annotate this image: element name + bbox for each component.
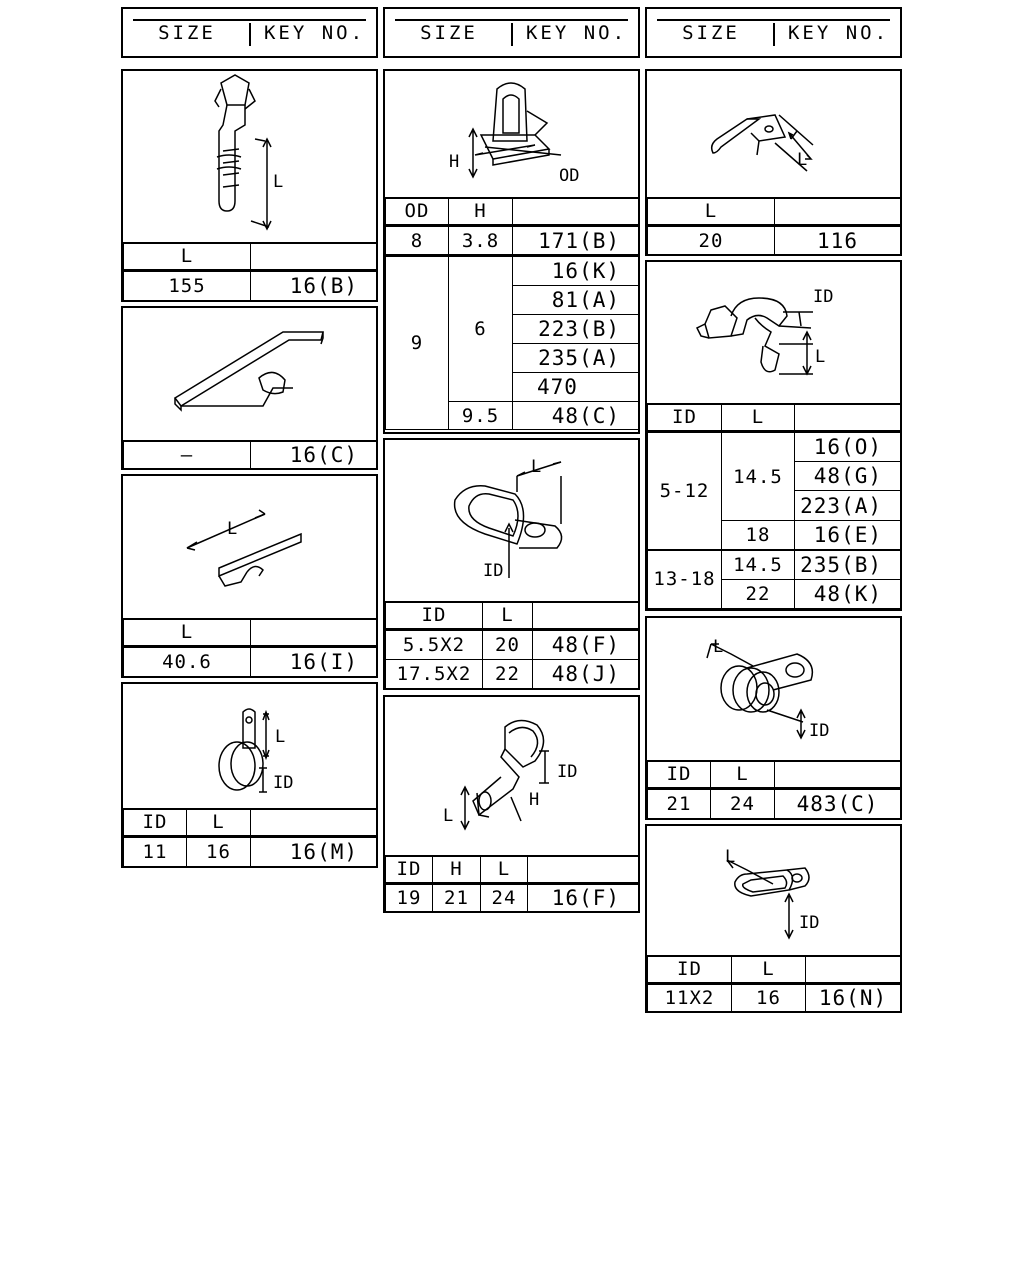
col-header-id: ID [386, 856, 433, 884]
dim-label-l: L [713, 637, 724, 657]
part-bent-tab-clip [645, 69, 902, 256]
dim-label-l: L [443, 806, 454, 826]
cell-l: 14.5 [722, 432, 795, 521]
ring-clamp-drawing [123, 684, 376, 808]
col-header-od: OD [386, 198, 449, 226]
part-illustration [647, 826, 900, 957]
size-table [123, 242, 377, 301]
cell-id: 11 [124, 837, 187, 867]
dim-label-id: ID [799, 913, 820, 933]
double-p-clamp-drawing [647, 826, 900, 955]
cell-l: 155 [124, 271, 251, 301]
part-illustration [647, 618, 900, 762]
size-table [385, 855, 639, 912]
part-push-rivet-clip [121, 69, 378, 302]
cell-key: 223(B) [513, 315, 639, 344]
cell-key: 16(N) [806, 984, 901, 1012]
dim-label-l: L [815, 347, 826, 367]
cell-l: 16 [187, 837, 251, 867]
col-header-id: ID [648, 404, 722, 432]
cell-key: 16(I) [251, 647, 377, 677]
part-illustration [385, 71, 638, 199]
cell-key: 16(F) [528, 884, 639, 912]
col-header-l: L [711, 761, 775, 789]
size-table [123, 808, 377, 867]
size-header: SIZE [158, 21, 216, 44]
size-table [647, 403, 901, 609]
push-rivet-drawing [123, 71, 376, 242]
part-illustration [123, 684, 376, 810]
part-edge-clip [121, 474, 378, 678]
cushioned-p-clamp-drawing [647, 618, 900, 760]
cell-od-9: 9 [386, 256, 449, 430]
size-table [123, 618, 377, 677]
col-header-id: ID [648, 956, 732, 984]
cell-id: 11X2 [648, 984, 732, 1012]
dim-label-l: L [797, 150, 808, 170]
dim-label-l: L [275, 727, 286, 747]
cell-key: 16(E) [795, 521, 901, 550]
col-header-l: L [648, 198, 775, 226]
col-header-l: L [732, 956, 806, 984]
cell-l: 14.5 [722, 550, 795, 580]
col-header-key [806, 956, 901, 984]
cell-key: 48(J) [533, 660, 639, 689]
cell-key: 16(K) [513, 256, 639, 286]
col-header-key [251, 243, 377, 271]
size-table [123, 440, 377, 469]
col-header-l: L [124, 619, 251, 647]
size-table [647, 197, 901, 255]
col-header-h: H [433, 856, 481, 884]
col-header-id: ID [648, 761, 711, 789]
col-header-l: L [124, 243, 251, 271]
size-table [385, 601, 639, 689]
cell-key: 16(C) [251, 441, 377, 469]
key-no-header: KEY NO. [263, 21, 366, 44]
part-ring-clamp [121, 682, 378, 868]
cell-key: 223(A) [795, 491, 901, 521]
col-header-key [513, 198, 639, 226]
part-cushioned-p-clamp [645, 616, 902, 820]
dim-label-od: OD [559, 166, 580, 186]
col-header-l: L [722, 404, 795, 432]
dim-label-l: L [531, 457, 542, 477]
dim-label-h: H [529, 790, 540, 810]
dim-label-h: H [449, 152, 460, 172]
flat-clip-drawing [123, 308, 376, 440]
size-table [385, 197, 639, 430]
col-header-id: ID [386, 602, 483, 630]
part-illustration [123, 71, 376, 244]
cell-key: 48(F) [533, 630, 639, 660]
dim-label-id: ID [809, 721, 830, 741]
part-oval-p-clamp [383, 438, 640, 690]
part-offset-p-clamp [383, 695, 640, 913]
part-illustration [647, 262, 900, 405]
cell-l: 22 [483, 660, 533, 689]
col-header-key [795, 404, 901, 432]
col-header-key [528, 856, 639, 884]
cell-id: 17.5X2 [386, 660, 483, 689]
cell-id: 5.5X2 [386, 630, 483, 660]
offset-p-clamp-drawing [385, 697, 638, 855]
cell-size: — [124, 441, 251, 469]
cell-key: 16(B) [251, 271, 377, 301]
cell-l: 22 [722, 580, 795, 609]
part-illustration [123, 308, 376, 442]
cell-key: 470 [513, 373, 639, 402]
col-header-id: ID [124, 809, 187, 837]
cell-key: 116 [775, 226, 901, 255]
oval-p-clamp-drawing [385, 440, 638, 601]
cell-key: 235(B) [795, 550, 901, 580]
cell-l: 18 [722, 521, 795, 550]
size-header: SIZE [420, 21, 478, 44]
cell-h: 21 [433, 884, 481, 912]
key-no-header: KEY NO. [525, 21, 628, 44]
col-header-key [775, 761, 901, 789]
cell-key: 16(O) [795, 432, 901, 462]
cell-l: 24 [481, 884, 528, 912]
dim-label-id: ID [483, 561, 504, 581]
part-flat-clip [121, 306, 378, 470]
col-header-key [533, 602, 639, 630]
part-push-in-hose-clamp [645, 260, 902, 611]
cell-l: 24 [711, 789, 775, 819]
cell-id: 19 [386, 884, 433, 912]
hose-clip-drawing [385, 71, 638, 197]
cell-key: 81(A) [513, 286, 639, 315]
size-table [647, 955, 901, 1012]
cell-id-13-18: 13-18 [648, 550, 722, 609]
size-header: SIZE [682, 21, 740, 44]
part-illustration [647, 71, 900, 199]
part-illustration [385, 697, 638, 857]
edge-clip-drawing [123, 476, 376, 618]
cell-id: 21 [648, 789, 711, 819]
cell-l: 20 [648, 226, 775, 255]
cell-key: 48(C) [513, 402, 639, 430]
col-header-l: L [481, 856, 528, 884]
cell-key: 235(A) [513, 344, 639, 373]
cell-key: 48(K) [795, 580, 901, 609]
part-illustration [385, 440, 638, 603]
part-hose-clip [383, 69, 640, 434]
col-header-l: L [187, 809, 251, 837]
col-header-l: L [483, 602, 533, 630]
push-in-hose-clamp-drawing [647, 262, 900, 403]
cell-l: 20 [483, 630, 533, 660]
dim-label-id: ID [557, 762, 578, 782]
cell-od: 8 [386, 226, 449, 256]
col-header-h: H [449, 198, 513, 226]
col-header-key [775, 198, 901, 226]
cell-key: 171(B) [513, 226, 639, 256]
dim-label-l: L [227, 519, 238, 539]
dim-label-l: L [273, 172, 284, 192]
cell-key: 16(M) [251, 837, 377, 867]
part-double-p-clamp [645, 824, 902, 1013]
dim-label-l: L [725, 847, 736, 867]
cell-id-5-12: 5-12 [648, 432, 722, 550]
cell-h-6: 6 [449, 256, 513, 402]
dim-label-id: ID [813, 287, 834, 307]
size-table [647, 760, 901, 819]
column-header-2 [383, 7, 640, 58]
cell-h-9-5: 9.5 [449, 402, 513, 430]
bent-tab-clip-drawing [647, 71, 900, 197]
cell-h: 3.8 [449, 226, 513, 256]
cell-key: 48(G) [795, 462, 901, 491]
dim-label-id: ID [273, 773, 294, 793]
cell-key: 483(C) [775, 789, 901, 819]
column-header-3 [645, 7, 902, 58]
col-header-key [251, 809, 377, 837]
cell-l: 16 [732, 984, 806, 1012]
key-no-header: KEY NO. [787, 21, 890, 44]
column-header-1 [121, 7, 378, 58]
col-header-key [251, 619, 377, 647]
cell-l: 40.6 [124, 647, 251, 677]
part-illustration [123, 476, 376, 620]
